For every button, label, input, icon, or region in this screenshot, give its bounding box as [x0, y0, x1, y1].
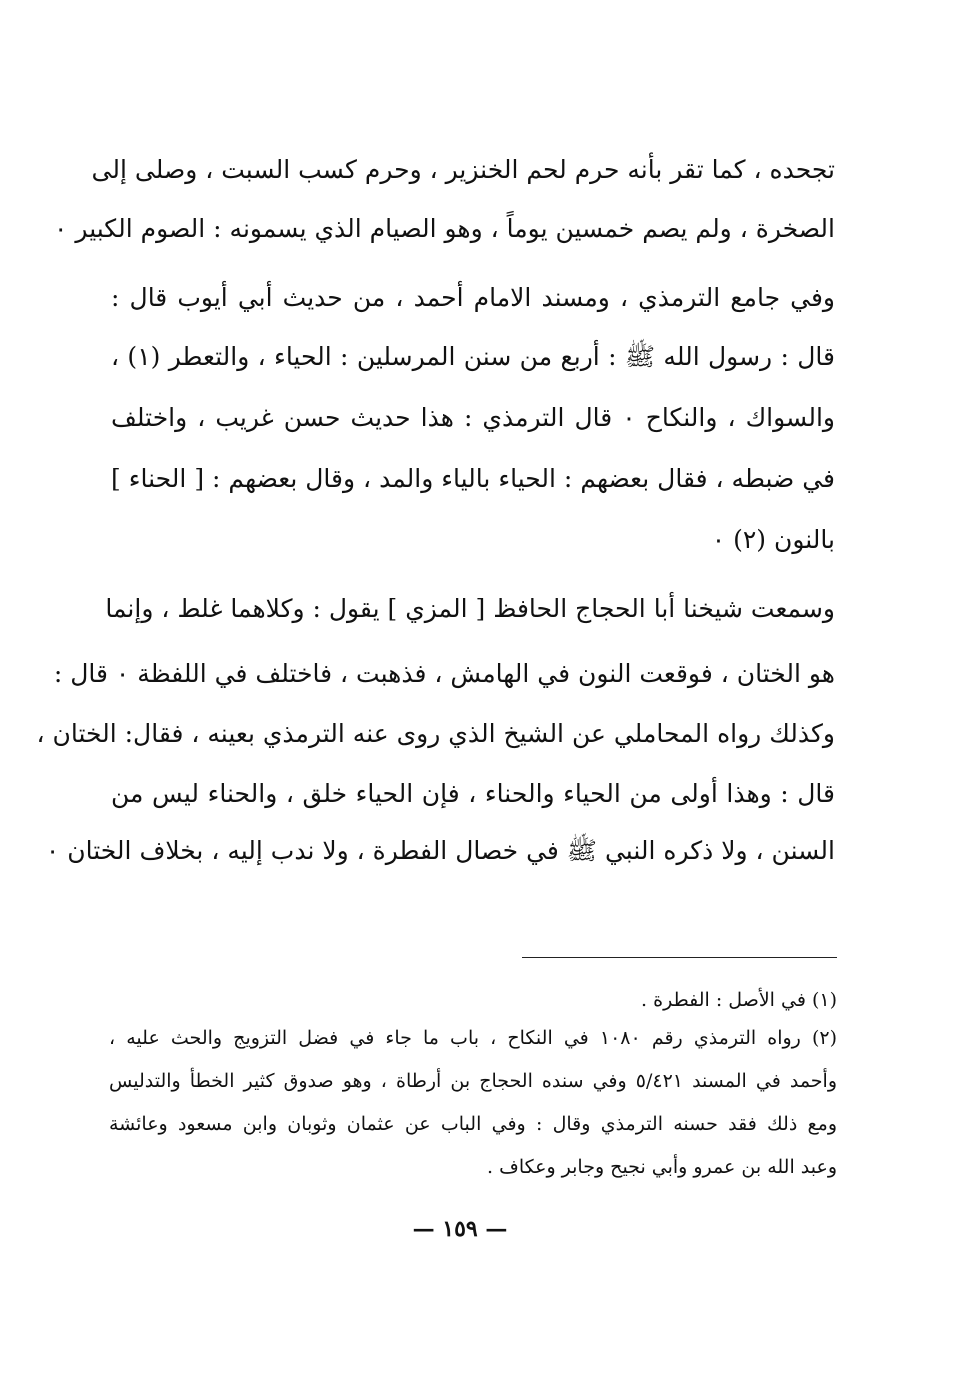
body-line-6: في ضبطه ، فقال بعضهم : الحياء بالياء والمد ، وقال بعضهم : [ الحناء ] [111, 464, 835, 493]
body-line-11: قال : وهذا أولى من الحياء والحناء ، فإن الحياء خلق ، والحناء ليس من [111, 779, 835, 808]
footnote-2-line-2: وأحمد في المسند ٥/٤٢١ وفي سنده الحجاج بن أرطاة ، وهو صدوق كثير الخطأ والتدليس [109, 1070, 837, 1092]
footnote-2-line-4: وعبد الله بن عمرو وأبي نجيح وجابر وعكاف . [487, 1156, 837, 1178]
body-line-4: قال : رسول الله ﷺ : أربع من سنن المرسلين : الحياء ، والتعطر (١) ، [111, 342, 835, 371]
body-line-5: والسواك ، والنكاح ٠ قال الترمذي : هذا حديث حسن غريب ، واختلف [111, 403, 835, 432]
body-line-2: الصخرة ، ولم يصم خمسين يوماً ، وهو الصيام الذي يسمونه : الصوم الكبير ٠ [54, 214, 835, 243]
body-line-7: بالنون (٢) ٠ [711, 525, 835, 554]
footnote-2-line-1: (٢) رواه الترمذي رقم ١٠٨٠ في النكاح ، باب ما جاء في فضل التزويج والحث عليه ، [109, 1027, 837, 1049]
body-line-3: وفي جامع الترمذي ، ومسند الامام أحمد ، من حديث أبي أيوب قال : [111, 283, 835, 312]
footnote-2-line-3: ومع ذلك فقد حسنه الترمذي وقال : وفي الباب عن عثمان وثوبان وابن مسعود وعائشة [109, 1113, 837, 1135]
page-number: — ١٥٩ — [412, 1216, 508, 1242]
body-line-8: وسمعت شيخنا أبا الحجاج الحافظ [ المزي ] يقول : وكلاهما غلط ، وإنما [105, 594, 835, 623]
footnote-1: (١) في الأصل : الفطرة . [641, 989, 837, 1011]
body-line-9: هو الختان ، فوقعت النون في الهامش ، فذهبت ، فاختلف في اللفظة ٠ قال : [53, 659, 835, 688]
footnote-separator [522, 957, 837, 958]
body-line-12: السنن ، ولا ذكره النبي ﷺ في خصال الفطرة ، ولا ندب إليه ، بخلاف الختان ٠ [45, 836, 835, 865]
body-line-1: تجحده ، كما تقر بأنه حرم لحم الخنزير ، وحرم كسب السبت ، وصلى إلى [91, 155, 835, 184]
body-line-10: وكذلك رواه المحاملي عن الشيخ الذي روى عنه الترمذي بعينه ، فقال: الختان ، [36, 719, 835, 748]
